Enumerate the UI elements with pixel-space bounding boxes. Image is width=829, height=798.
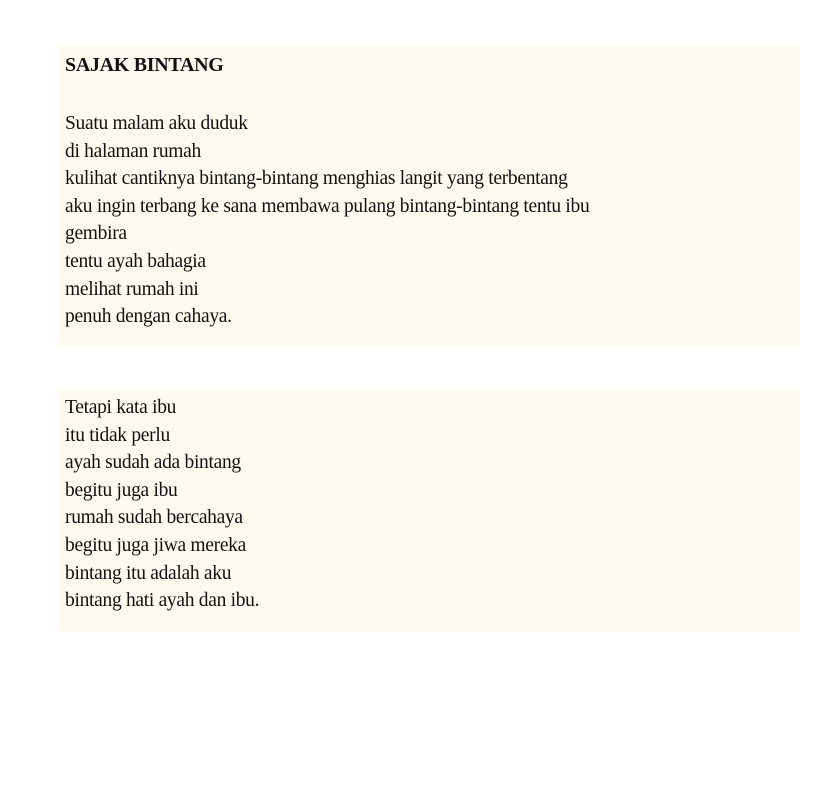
stanza-2-line: Tetapi kata ibu	[65, 397, 177, 418]
stanza-1-line: kulihat cantiknya bintang-bintang menghias langit yang terbentang	[65, 168, 568, 190]
stanza-1-line: aku ingin terbang ke sana membawa pulang bintang-bintang tentu ibu	[65, 195, 590, 217]
stanza-2-block	[60, 390, 800, 632]
stanza-2	[65, 390, 800, 615]
stanza-2-line: bintang itu adalah aku	[65, 562, 232, 584]
stanza-1	[65, 110, 800, 331]
stanza-2-line: ayah sudah ada bintang	[65, 452, 241, 474]
stanza-2-line: rumah sudah bercahaya	[65, 507, 243, 529]
stanza-1-line: penuh dengan cahaya.	[65, 306, 232, 328]
stanza-1-line: tentu ayah bahagia	[65, 250, 206, 272]
stanza-2-line: itu tidak perlu	[65, 424, 170, 446]
stanza-1-line: Suatu malam aku duduk	[65, 113, 248, 134]
poem-title: SAJAK BINTANG	[65, 54, 224, 76]
title-spacer	[65, 78, 800, 110]
stanza-1-line: melihat rumah ini	[65, 278, 199, 300]
stanza-1-block	[60, 46, 800, 346]
stanza-2-line: bintang hati ayah dan ibu.	[65, 590, 260, 612]
stanza-1-line: di halaman rumah	[65, 140, 201, 162]
stanza-2-line: begitu juga jiwa mereka	[65, 534, 246, 556]
stanza-2-line: begitu juga ibu	[65, 479, 178, 501]
stanza-1-line: gembira	[65, 223, 127, 245]
